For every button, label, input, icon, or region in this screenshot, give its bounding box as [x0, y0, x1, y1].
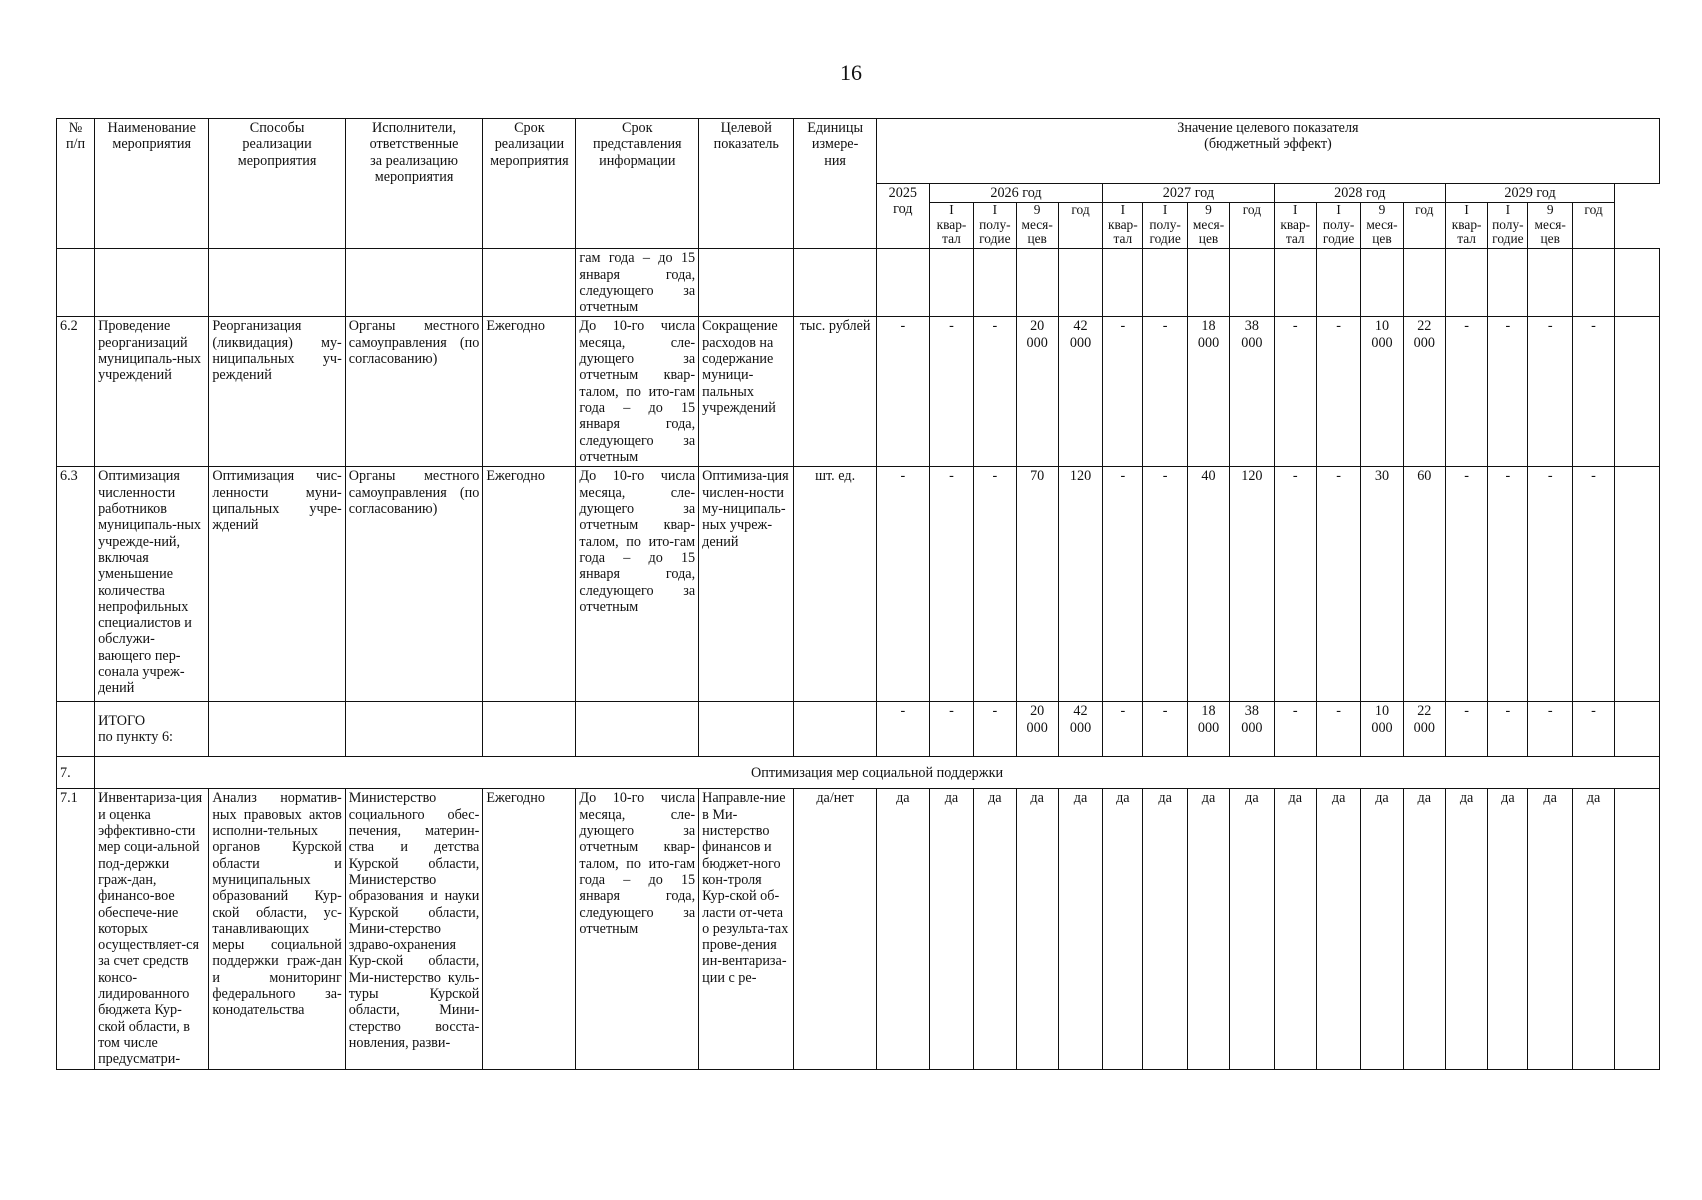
header-period: год [1572, 203, 1614, 249]
value-cell: - [1528, 467, 1572, 702]
report-term-cell: гам года – до 15 января года, следующего за отчетным [576, 249, 699, 317]
value-cell: - [876, 467, 929, 702]
total-value-cell: 20 000 [1016, 702, 1058, 757]
value-cell: да [1274, 789, 1316, 1069]
value-cell: 10 000 [1361, 317, 1403, 467]
header-period: I полу- годие [1316, 203, 1360, 249]
value-cell: - [1143, 317, 1187, 467]
value-cell: - [1572, 467, 1614, 702]
header-period: I полу- годие [974, 203, 1016, 249]
value-cell: да [1016, 789, 1058, 1069]
value-cell: - [1316, 317, 1360, 467]
value-cell: 120 [1058, 467, 1102, 702]
value-cell: - [1528, 317, 1572, 467]
header-period: I квар- тал [1445, 203, 1487, 249]
table-row-6-3 [57, 467, 1660, 702]
header-name: Наименование мероприятия [95, 119, 209, 249]
measure-name: Оптимизация численности работников муниципаль-ных учрежде-ний, включая уменьшение количества непрофильных специалистов и обслужи-вающего пер-сонала учреж-дений [95, 467, 209, 702]
header-num: № п/п [57, 119, 95, 249]
measure-name: Проведение реорганизаций муниципаль-ных учреждений [95, 317, 209, 467]
term-cell: Ежегодно [483, 789, 576, 1069]
row-num: 7.1 [57, 789, 95, 1069]
value-cell: да [876, 789, 929, 1069]
value-cell: - [974, 467, 1016, 702]
units-cell: шт. ед. [794, 467, 877, 702]
header-row-1 [57, 119, 1660, 184]
header-period: 9 меся- цев [1528, 203, 1572, 249]
measures-table [56, 118, 1660, 1070]
value-cell: - [1445, 467, 1487, 702]
table-row-6-2 [57, 317, 1660, 467]
value-cell: да [1230, 789, 1274, 1069]
total-value-cell: 18 000 [1187, 702, 1229, 757]
report-term-cell: До 10-го числа месяца, сле-дующего за отчетным квар-талом, по ито-гам года – до 15 января года, следующего за отчетным [576, 789, 699, 1069]
header-executors: Исполнители, ответственные за реализацию мероприятия [345, 119, 483, 249]
measure-name: Инвентариза-ция и оценка эффективно-сти мер соци-альной под-держки граж-дан, финансо-вое обеспече-ние которых осуществляет-ся за счет средств консо-лидированного бюджета Кур-ской области, в том числе предусматри- [95, 789, 209, 1069]
indicator-cell: Оптимиза-ция числен-ности му-ниципаль-ных учреж-дений [699, 467, 794, 702]
value-cell: - [1316, 467, 1360, 702]
value-cell: да [1103, 789, 1143, 1069]
units-cell: тыс. рублей [794, 317, 877, 467]
value-cell: 22 000 [1403, 317, 1445, 467]
value-cell: да [1143, 789, 1187, 1069]
header-term: Срок реализации мероприятия [483, 119, 576, 249]
value-cell: да [929, 789, 973, 1069]
value-cell: - [1274, 317, 1316, 467]
value-cell: 38 000 [1230, 317, 1274, 467]
total-value-cell: 38 000 [1230, 702, 1274, 757]
indicator-cell: Сокращение расходов на содержание муници-пальных учреждений [699, 317, 794, 467]
value-cell: да [1572, 789, 1614, 1069]
value-cell: 60 [1403, 467, 1445, 702]
header-period: I полу- годие [1143, 203, 1187, 249]
total-value-cell: - [1103, 702, 1143, 757]
value-cell: 42 000 [1058, 317, 1102, 467]
header-year-2027: 2027 год [1103, 184, 1274, 203]
value-cell: - [1488, 467, 1528, 702]
value-cell: 30 [1361, 467, 1403, 702]
header-year-2026: 2026 год [929, 184, 1102, 203]
total-value-cell: - [1316, 702, 1360, 757]
header-period: I квар- тал [1103, 203, 1143, 249]
table-row-7-1 [57, 789, 1660, 1069]
header-period: I квар- тал [1274, 203, 1316, 249]
value-cell: 18 000 [1187, 317, 1229, 467]
term-cell: Ежегодно [483, 317, 576, 467]
total-label: ИТОГО по пункту 6: [95, 702, 209, 757]
executors-cell: Органы местного самоуправления (по согласованию) [345, 467, 483, 702]
value-cell: 40 [1187, 467, 1229, 702]
total-value-cell: 10 000 [1361, 702, 1403, 757]
header-year-2028: 2028 год [1274, 184, 1445, 203]
page-number: 16 [840, 60, 862, 85]
methods-cell: Анализ норматив-ных правовых актов исполни-тельных органов Курской области и муниципальных образований Кур-ской области, ус-танавливающих меры социальной поддержки граж-дан и мониторинг федерального за-конодательства [209, 789, 345, 1069]
value-cell: 70 [1016, 467, 1058, 702]
value-cell: - [1572, 317, 1614, 467]
header-period: I квар- тал [929, 203, 973, 249]
value-cell: - [1103, 317, 1143, 467]
header-period: год [1403, 203, 1445, 249]
value-cell: - [1103, 467, 1143, 702]
header-period: год [1058, 203, 1102, 249]
table-row-continuation [57, 249, 1660, 317]
units-cell: да/нет [794, 789, 877, 1069]
value-cell: да [1361, 789, 1403, 1069]
total-value-cell: - [1445, 702, 1487, 757]
total-value-cell: - [1572, 702, 1614, 757]
section-num: 7. [57, 757, 95, 789]
header-period: 9 меся- цев [1187, 203, 1229, 249]
total-value-cell: 22 000 [1403, 702, 1445, 757]
indicator-cell: Направле-ние в Ми-нистерство финансов и бюджет-ного кон-троля Кур-ской об-ласти от-чета о результа-тах прове-дения ин-вентариза-ции с ре- [699, 789, 794, 1069]
table-row-total-6 [57, 702, 1660, 757]
value-cell: да [1488, 789, 1528, 1069]
value-cell: да [1316, 789, 1360, 1069]
value-cell: - [1488, 317, 1528, 467]
total-value-cell: - [876, 702, 929, 757]
total-value-cell: - [1488, 702, 1528, 757]
value-cell: да [1445, 789, 1487, 1069]
header-indicator: Целевой показатель [699, 119, 794, 249]
header-report-term: Срок представления информации [576, 119, 699, 249]
value-cell: - [929, 467, 973, 702]
header-value-title: Значение целевого показателя (бюджетный эффект) [876, 119, 1659, 184]
value-cell: да [1187, 789, 1229, 1069]
header-methods: Способы реализации мероприятия [209, 119, 345, 249]
value-cell: да [974, 789, 1016, 1069]
header-base-year: 2025 год [876, 184, 929, 249]
value-cell: - [929, 317, 973, 467]
header-period: год [1230, 203, 1274, 249]
row-num: 6.3 [57, 467, 95, 702]
value-cell: - [876, 317, 929, 467]
header-period: 9 меся- цев [1016, 203, 1058, 249]
value-cell: - [974, 317, 1016, 467]
total-value-cell: - [929, 702, 973, 757]
executors-cell: Министерство социального обес-печения, материн-ства и детства Курской области, Министерство образования и науки Курской области, Мини-стерство здраво-охранения Кур-ской области, Ми-нистерство куль-туры Курской области, Мини-стерство восста-новления, разви- [345, 789, 483, 1069]
section-title: Оптимизация мер социальной поддержки [95, 757, 1660, 789]
value-cell: 20 000 [1016, 317, 1058, 467]
value-cell: да [1528, 789, 1572, 1069]
report-term-cell: До 10-го числа месяца, сле-дующего за отчетным квар-талом, по ито-гам года – до 15 января года, следующего за отчетным [576, 467, 699, 702]
value-cell: да [1403, 789, 1445, 1069]
total-value-cell: - [974, 702, 1016, 757]
header-period: I полу- годие [1488, 203, 1528, 249]
total-value-cell: - [1143, 702, 1187, 757]
report-term-cell: До 10-го числа месяца, сле-дующего за отчетным квар-талом, по ито-гам года – до 15 января года, следующего за отчетным [576, 317, 699, 467]
total-value-cell: - [1528, 702, 1572, 757]
executors-cell: Органы местного самоуправления (по согласованию) [345, 317, 483, 467]
value-cell: - [1143, 467, 1187, 702]
methods-cell: Реорганизация (ликвидация) му-ниципальных уч-реждений [209, 317, 345, 467]
header-year-2029: 2029 год [1445, 184, 1614, 203]
value-cell: - [1445, 317, 1487, 467]
section-row-7 [57, 757, 1660, 789]
total-value-cell: - [1274, 702, 1316, 757]
term-cell: Ежегодно [483, 467, 576, 702]
methods-cell: Оптимизация чис-ленности муни-ципальных учре-ждений [209, 467, 345, 702]
header-units: Единицы измере- ния [794, 119, 877, 249]
header-period: 9 меся- цев [1361, 203, 1403, 249]
value-cell: 120 [1230, 467, 1274, 702]
total-value-cell: 42 000 [1058, 702, 1102, 757]
value-cell: да [1058, 789, 1102, 1069]
row-num: 6.2 [57, 317, 95, 467]
value-cell: - [1274, 467, 1316, 702]
